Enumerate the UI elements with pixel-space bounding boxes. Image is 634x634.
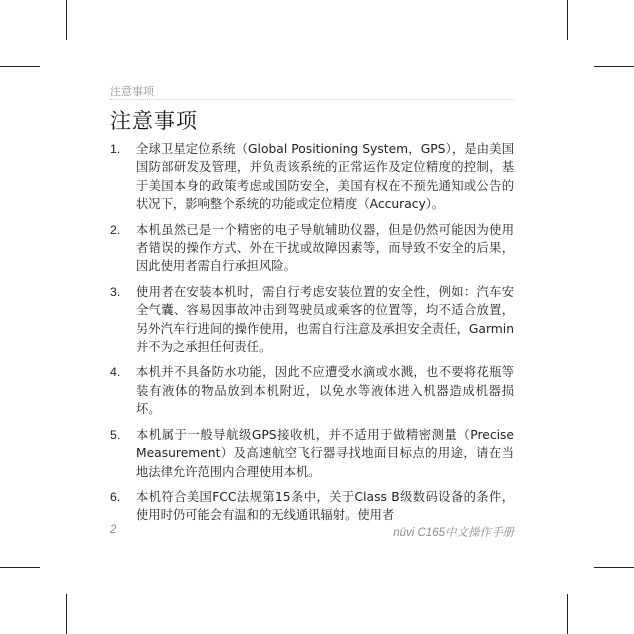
list-item	[110, 140, 514, 214]
item-text: 使用者在安装本机时，需自行考虑安装位置的安全性，例如：汽车安全气囊、容易因事故冲击到驾驶员或乘客的位置等，均不适合放置，另外汽车行进间的操作使用，也需自行注意及承担安全责任，Garmin并不为之承担任何责任。	[136, 284, 514, 355]
item-number: 3.	[110, 284, 121, 299]
list-item	[110, 221, 514, 276]
item-text: 本机符合美国FCC法规第15条中，关于Class B级数码设备的条件，使用时仍可能会有温和的无线通讯辐射。使用者	[136, 489, 514, 523]
crop-mark	[594, 66, 634, 67]
crop-mark	[0, 567, 40, 568]
list-item	[110, 363, 514, 418]
page-number: 2	[110, 524, 117, 536]
page-title: 注意事项	[110, 109, 198, 133]
crop-mark	[567, 594, 568, 634]
item-number: 5.	[110, 427, 121, 442]
crop-mark	[594, 567, 634, 568]
page-footer	[110, 524, 514, 542]
item-text: 本机属于一般导航级GPS接收机，并不适用于做精密测量（Precise Measurement）及高速航空飞行器寻找地面目标点的用途，请在当地法律允许范围内合理使用本机。	[136, 427, 514, 479]
list-item	[110, 426, 514, 481]
item-number: 1.	[110, 142, 121, 156]
item-text: 全球卫星定位系统（Global Positioning System，GPS），是由美国国防部研发及管理，并负责该系统的正常运作及定位精度的控制，基于美国本身的政策考虑或国防安全，美国有权在不预先通知或公告的状况下，影响整个系统的功能或定位精度（Accuracy）。	[136, 142, 514, 212]
item-number: 2.	[110, 222, 121, 237]
item-text: 本机虽然已是一个精密的电子导航辅助仪器，但是仍然可能因为使用者错误的操作方式、外在干扰或故障因素等，而导致不安全的后果，因此使用者需自行承担风险。	[136, 222, 514, 274]
list-item	[110, 283, 514, 357]
manual-title: nüvi C165中文操作手册	[393, 527, 514, 539]
item-number: 4.	[110, 365, 121, 380]
item-number: 6.	[110, 489, 121, 504]
crop-mark	[0, 66, 40, 67]
list-item	[110, 488, 514, 525]
running-head: 注意事项	[110, 85, 154, 98]
header-divider	[110, 99, 514, 100]
crop-mark	[66, 0, 67, 40]
page-content	[110, 84, 514, 532]
crop-mark	[567, 0, 568, 40]
crop-mark	[66, 594, 67, 634]
item-text: 本机并不具备防水功能，因此不应遭受水滴或水溅，也不要将花瓶等装有液体的物品放到本机附近，以免水等液体进入机器造成机器损坏。	[136, 365, 514, 417]
notes-list	[110, 140, 514, 525]
